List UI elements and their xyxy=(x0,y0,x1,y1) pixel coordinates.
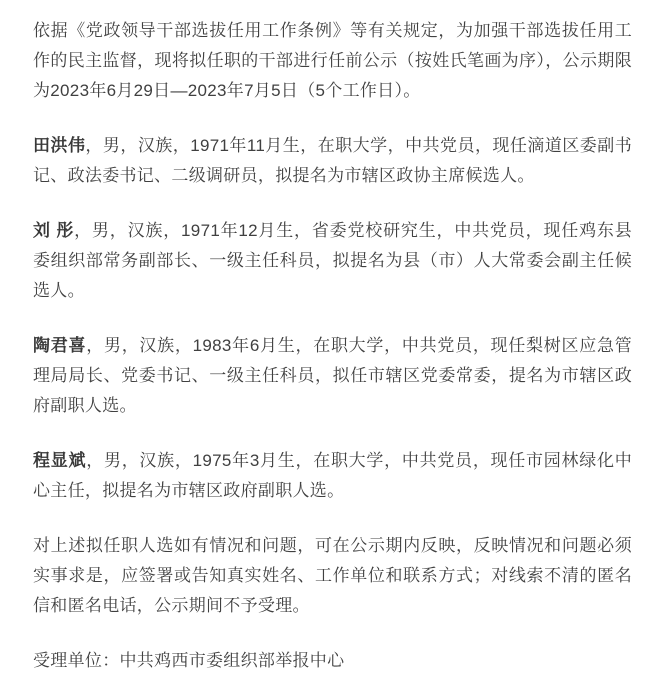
candidate-name: 陶君喜 xyxy=(33,336,87,355)
candidate-paragraph xyxy=(33,446,632,506)
candidate-detail: ，男，汉族，1983年6月生，在职大学，中共党员，现任梨树区应急管理局局长、党委书记、一级主任科员，拟任市辖区党委常委，提名为市辖区政府副职人选。 xyxy=(33,336,633,415)
candidate-detail: ，男，汉族，1971年11月生，在职大学，中共党员，现任滴道区委副书记、政法委书记、二级调研员，拟提名为市辖区政协主席候选人。 xyxy=(33,136,632,185)
candidate-paragraph xyxy=(33,131,632,191)
candidate-paragraph xyxy=(33,331,632,421)
candidate-name: 刘 彤 xyxy=(33,221,75,240)
candidate-name: 田洪伟 xyxy=(33,136,86,155)
candidate-name: 程显斌 xyxy=(33,451,87,470)
candidate-detail: ，男，汉族，1975年3月生，在职大学，中共党员，现任市园林绿化中心主任，拟提名为市辖区政府副职人选。 xyxy=(33,451,633,500)
candidate-paragraph xyxy=(33,216,632,306)
intro-paragraph: 依据《党政领导干部选拔任用工作条例》等有关规定，为加强干部选拔任用工作的民主监督，现将拟任职的干部进行任前公示（按姓氏笔画为序），公示期限为2023年6月29日—2023年7月5日（5个工作日）。 xyxy=(33,21,632,100)
candidate-detail: ，男，汉族，1971年12月生，省委党校研究生，中共党员，现任鸡东县委组织部常务副部长、一级主任科员，拟提名为县（市）人大常委会副主任候选人。 xyxy=(33,221,632,300)
feedback-notice-paragraph: 对上述拟任职人选如有情况和问题，可在公示期内反映，反映情况和问题必须实事求是，应签署或告知真实姓名、工作单位和联系方式；对线索不清的匿名信和匿名电话，公示期间不予受理。 xyxy=(33,536,632,615)
accepting-unit-line: 受理单位：中共鸡西市委组织部举报中心 xyxy=(33,651,345,670)
